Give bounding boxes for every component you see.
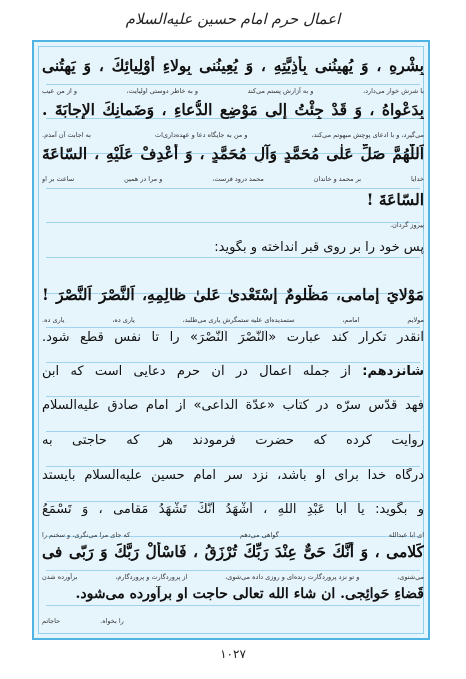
translation-segment: امامم، <box>342 316 360 324</box>
rule-line <box>46 570 420 571</box>
instruction-line-3 <box>42 364 424 379</box>
translation-segment: و تو نزد پروردگارت زنده‌ای و روزی داده می‌شوی، <box>225 573 360 581</box>
instruction-line-1: پس خود را بر روی قبر انداخته و بگوید: <box>214 240 424 255</box>
translation-line-2 <box>42 131 424 139</box>
translation-segment: یاری ده. <box>42 316 65 324</box>
rule-line <box>46 396 420 397</box>
translation-line-1 <box>42 87 424 95</box>
instruction-line-5: روایت کرده که حضرت فرمودند هر که حاجتی به <box>42 433 424 448</box>
instruction-line-4: فهد قدّس سرّه در کتاب «عدّة الداعی» از امام صادق عليه‌السلام <box>42 398 424 413</box>
translation-segment: از پروردگارت و پروردگارم، <box>115 573 188 581</box>
translation-segment: ستمدیده‌ای علیه ستمگرش یاری می‌طلبد، <box>182 316 295 324</box>
page-header: اعمال حرم امام حسین علیه‌السلام <box>125 10 341 28</box>
rule-line <box>46 84 420 85</box>
rule-line <box>46 327 420 328</box>
section-heading: شانزدهم: <box>362 364 424 379</box>
rule-line <box>46 362 420 363</box>
translation-segment: مولایم <box>407 316 424 324</box>
rule-line <box>46 188 420 189</box>
translation-segment: پیروز گردان. <box>390 221 424 229</box>
translation-line-3 <box>42 175 424 183</box>
arabic-line-7: قَضاءِ حَوائِجى. ان شاء الله تعالى حاجت او برآورده می‌شود. <box>75 586 424 602</box>
translation-segment: با شرش خوار می‌دارد، <box>362 87 424 95</box>
translation-segment: گواهی می‌دهم <box>240 531 279 539</box>
translation-segment: و من به جایگاه دعا و عهده‌داری‌ات <box>155 131 248 139</box>
translation-segment: خدایا <box>410 175 424 183</box>
translation-segment: و به خاطر دوستی اولیایت، <box>126 87 199 95</box>
translation-line-6 <box>42 531 424 539</box>
rule-line <box>46 466 420 467</box>
translation-segment: یاری ده، <box>112 316 135 324</box>
translation-line-7 <box>42 573 424 581</box>
instruction-line-2: آنقدر تکرار کند عبارت «اَلنَّصْرَ اَلنَّصْرَ» را تا نفس قطع شود. <box>42 330 424 345</box>
translation-segment: محمد درود فرست، <box>212 175 264 183</box>
translation-segment: ساعت بر او <box>42 175 75 183</box>
instruction-line-6: درگاه خدا برای او باشد، نزد سر امام حسین عليه‌السلام بایستد <box>42 468 424 483</box>
rule-line <box>46 605 420 606</box>
translation-segment: و از من عیب <box>42 87 77 95</box>
translation-segment: برآورده شدن <box>42 573 78 581</box>
rule-line <box>46 257 420 258</box>
section-text: از جمله اعمال در آن حرم دعایی است که ابن <box>42 364 351 379</box>
translation-segment: و مرا در همین <box>124 175 163 183</box>
translation-segment: ای ابا عبدالله <box>388 531 424 539</box>
translation-segment: که جای مرا می‌نگری، و سخنم را <box>42 531 131 539</box>
translation-segment: بر محمد و خاندان <box>313 175 362 183</box>
arabic-line-6: كَلامى ، وَ أَنَّكَ حَىٌّ عِنْدَ رَبِّكَ تُرْزَقُ ، فَاسْأَلْ رَبَّكَ وَ رَبّى فى <box>42 542 424 561</box>
instruction-line-7: و بگوید: يا أَبا عَبْدِ اللّٰهِ ، أَشْهَدُ أَنَّكَ تَشْهَدُ مَقامى ، وَ تَسْمَعُ <box>42 502 424 517</box>
translation-segment: و به آزارش پستم می‌کند <box>247 87 314 95</box>
translation-segment: به اجابت آن آمدم. <box>42 131 91 139</box>
translation-segment: می‌گیرد، و با ادعای پوچش مبهوتم می‌کند، <box>311 131 424 139</box>
arabic-line-5: مَوْلايَ إِمامى، مَظْلومٌ إِسْتَعْدىٰ عَلىٰ ظالِمِهِ، اَلنَّصْرَ اَلنَّصْرَ ! <box>42 285 424 304</box>
translation-segment: می‌شنوی، <box>397 573 424 581</box>
arabic-line-2: بِدَعْواهُ ، وَ قَدْ جِئْتُ إِلى مَوْضِعِ الدُّعاءِ ، وَضَمانِكَ الإِجابَةَ . <box>42 100 424 119</box>
arabic-line-3: اَللّٰهُمَّ صَلِّ عَلٰى مُحَمَّدٍ وَآلِ مُحَمَّدٍ ، وَ أَعْدِفْ عَلَيْهِ ، السّاعَةَ <box>42 144 424 163</box>
rule-line <box>46 431 420 432</box>
arabic-line-1: بِشْرِهِ ، وَ يُهِينُنى بِأَذِيَّتِهِ ، وَ يُعِينُنى بِوِلاءِ أَوْلِيائِكَ ، وَ يَهِتُنى <box>42 56 424 75</box>
translation-line-8 <box>42 617 424 625</box>
translation-segment: حاجاتم <box>42 617 61 625</box>
translation-line-5 <box>42 316 424 324</box>
arabic-line-4: السّاعَةَ ! <box>366 190 424 209</box>
page-number: ۱۰۲۷ <box>220 647 246 661</box>
translation-line-4 <box>42 221 424 229</box>
translation-segment: را بخواه. <box>100 617 124 625</box>
